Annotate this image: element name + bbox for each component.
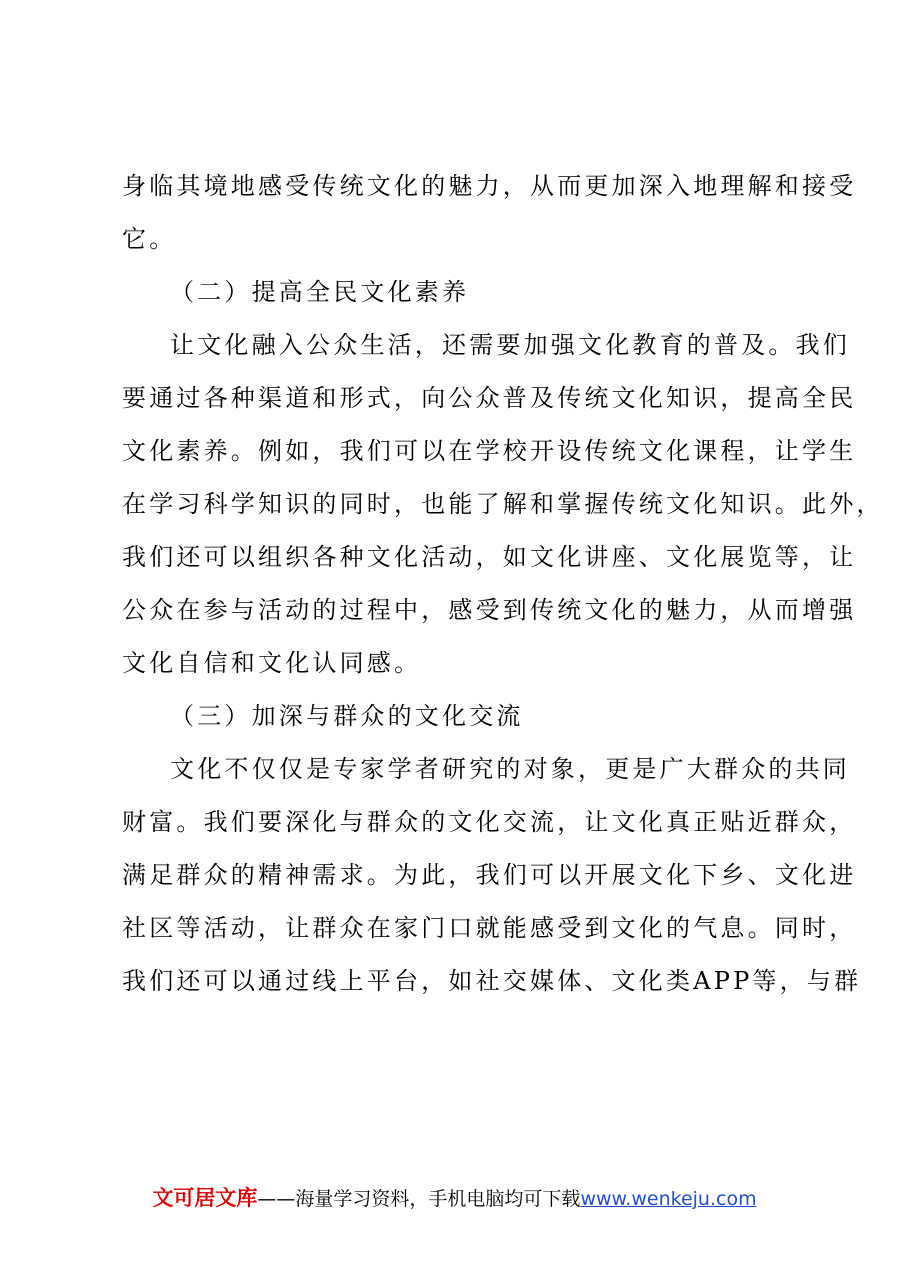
- section-heading: （二）提高全民文化素养: [170, 278, 470, 306]
- footer-slogan: ——海量学习资料，手机电脑均可下载: [257, 1188, 581, 1210]
- footer-link[interactable]: www.wenkeju.com: [580, 1188, 757, 1210]
- body-line: 我们还可以通过线上平台，如社交媒体、文化类APP等，与群: [122, 967, 862, 995]
- body-line: 文化素养。例如，我们可以在学校开设传统文化课程，让学生: [122, 437, 857, 465]
- paragraph-first-line: 让文化融入公众生活，还需要加强文化教育的普及。我们: [170, 331, 850, 359]
- body-line: 我们还可以组织各种文化活动，如文化讲座、文化展览等，让: [122, 543, 857, 571]
- document-body: [122, 160, 884, 1008]
- body-line: 公众在参与活动的过程中，感受到传统文化的魅力，从而增强: [122, 596, 857, 624]
- body-line: 财富。我们要深化与群众的文化交流，让文化真正贴近群众，: [122, 808, 857, 836]
- body-line: 它。: [122, 225, 177, 253]
- page-footer: [0, 1182, 909, 1212]
- footer-brand: 文可居文库: [152, 1186, 258, 1210]
- section-heading: （三）加深与群众的文化交流: [170, 702, 524, 730]
- body-line: 身临其境地感受传统文化的魅力，从而更加深入地理解和接受: [122, 172, 857, 200]
- body-line: 要通过各种渠道和形式，向公众普及传统文化知识，提高全民: [122, 384, 857, 412]
- body-line: 社区等活动，让群众在家门口就能感受到文化的气息。同时，: [122, 914, 857, 942]
- body-line: 满足群众的精神需求。为此，我们可以开展文化下乡、文化进: [122, 861, 857, 889]
- body-line: 文化自信和文化认同感。: [122, 649, 422, 677]
- paragraph-first-line: 文化不仅仅是专家学者研究的对象，更是广大群众的共同: [170, 755, 850, 783]
- body-line: 在学习科学知识的同时，也能了解和掌握传统文化知识。此外，: [122, 490, 884, 518]
